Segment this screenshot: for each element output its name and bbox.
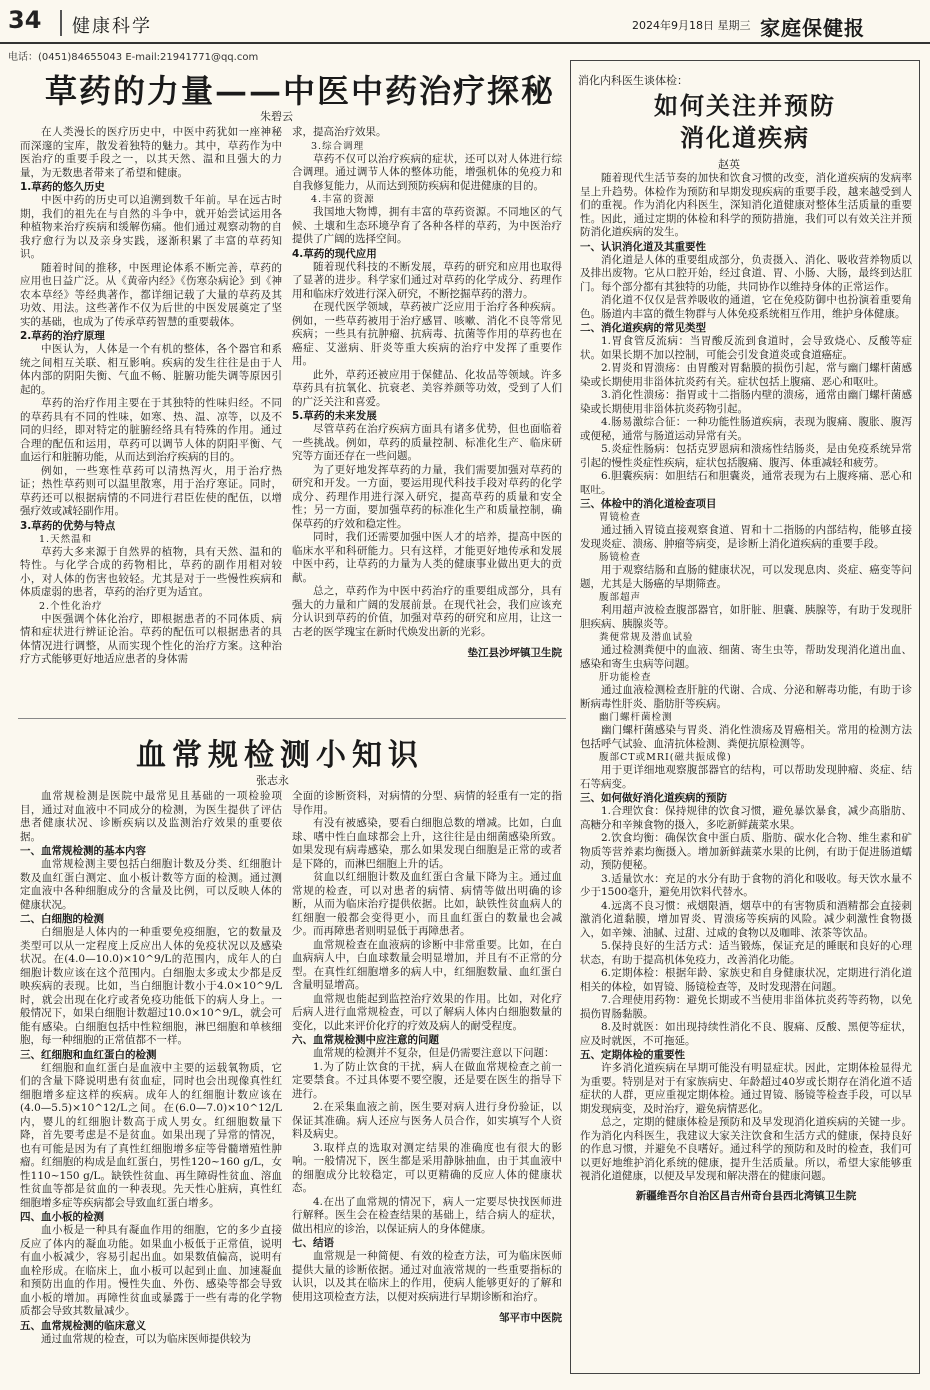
article-3-author: 赵英: [718, 158, 740, 171]
paragraph: 2.饮食均衡：确保饮食中蛋白质、脂肪、碳水化合物、维生素和矿物质等营养素均衡摄入。增加新鲜蔬菜水果的比例，有助于促进肠道蠕动，预防便秘。: [580, 832, 912, 871]
paragraph: 为了更好地发挥草药的力量，我们需要加强对草药的研究和开发。一方面，要运用现代科技手段对草药的化学成分、药理作用进行深入研究，提高草药的质量和安全性；另一方面，要加强草药的标准化生产和质量控制，确保草药的疗效和稳定性。: [292, 463, 562, 530]
article-3-title-line-2: 消化道疾病: [680, 123, 810, 152]
paragraph: 全面的诊断资料，对病情的分型、病情的轻重有一定的指导作用。: [292, 790, 562, 816]
paragraph: 通过血常规的检查，可以为临床医师提供较为: [41, 1332, 251, 1345]
article-2-column-1: [20, 790, 282, 1380]
paragraph: 在现代医学领域，草药被广泛应用于治疗各种疾病。例如，一些草药被用于治疗感冒、咳嗽、消化不良等常见疾病；一些具有抗肿瘤、抗病毒、抗菌等作用的草药也在癌症、艾滋病、肝炎等重大疾病的治疗中发挥了重要作用。: [292, 301, 562, 367]
paragraph: 例如，一些寒性草药可以清热泻火，用于治疗热证；热性草药则可以温里散寒，用于治疗寒证。同时，草药还可以根据病情的不同进行君臣佐使的配伍，以增强疗效或减轻副作用。: [20, 464, 282, 517]
paragraph: 消化道是人体的重要组成部分，负责摄入、消化、吸收营养物质以及排出废物。它从口腔开始，经过食道、胃、小肠、大肠，最终到达肛门。每个部分都有其独特的功能，共同协作以维持身体的正常运作。: [580, 253, 912, 293]
paragraph: 中医强调个体化治疗，即根据患者的不同体质、病情和症状进行辨证论治。草药的配伍可以根据患者的具体情况进行调整，从而实现个性化的治疗方案。这种治疗方式能够更好地适应患者的身体需: [20, 612, 282, 665]
author-affiliation: 邹平市中医院: [499, 1312, 562, 1324]
paragraph: 血常规也能起到监控治疗效果的作用。比如，对化疗后病人进行血常规检查，可以了解病人体内白细胞数量的变化，以此来评价化疗的疗效及病人的耐受程度。: [292, 992, 562, 1032]
section-heading: 4.草药的现代应用: [292, 247, 377, 260]
section-heading: 七、结语: [292, 1237, 334, 1249]
newspaper-name: 家庭保健报: [760, 16, 865, 40]
paragraph: 血常规是一种简便、有效的检查方法，可为临床医师提供大量的诊断依据。通过对血液常规的一些重要指标的认识，以及其在临床上的作用，使病人能够更好的了解和使用这项检查方法，以便对疾病进行早期诊断和治疗。: [292, 1250, 562, 1303]
author-affiliation: 新疆维吾尔自治区昌吉州奇台县西北湾镇卫生院: [635, 1189, 857, 1202]
section-heading: 5.草药的未来发展: [292, 410, 377, 422]
section-heading: 三、红细胞和血红蛋白的检测: [20, 1048, 157, 1061]
paragraph: 5.保持良好的生活方式：适当锻炼，保证充足的睡眠和良好的心理状态，有助于提高机体免疫力，改善消化功能。: [580, 940, 912, 966]
paragraph: 血常规检查在血液病的诊断中非常重要。比如，在白血病病人中，白血球数量会明显增加，并且有不正常的分型。在真性红细胞增多的病人中，红细胞数量、血红蛋白含量明显增高。: [292, 938, 562, 991]
paragraph: 草药的治疗作用主要在于其独特的性味归经。不同的草药具有不同的性味，如寒、热、温、凉等，以及不同的归经，即对特定的脏腑经络具有特殊的作用。通过合理的配伍和运用，草药可以调节人体的阴阳平衡、气血运行和脏腑功能，从而达到治疗疾病的目的。: [20, 397, 282, 463]
article-3-title-line-1: 如何关注并预防: [654, 91, 836, 120]
subheading: 1.天然温和: [39, 533, 93, 545]
section-heading: 1.草药的悠久历史: [20, 181, 105, 193]
paragraph: 贫血以红细胞计数及血红蛋白含量下降为主。通过血常规的检查，可以对患者的病情、病情等做出明确的诊断，从而为临床治疗提供依据。比如，缺铁性贫血病人的红细胞一般都会变得更小，而且血红蛋白的数量也会减少。而再障患者则明显低于再障患者。: [292, 871, 562, 937]
paragraph: 2.胃炎和胃溃疡：由胃酸对胃黏膜的损伤引起，常与幽门螺杆菌感染或长期使用非甾体抗炎药有关。症状包括上腹痛、恶心和呕吐。: [580, 362, 912, 388]
paragraph: 随着时间的推移，中医理论体系不断完善，草药的应用也日益广泛。从《黄帝内经》《伤寒杂病论》到《神农本草经》等经典著作，都详细记载了大量的草药及其功效、用法。这些著作不仅为后世的中医发展奠定了坚实的基础，也成为了传承草药智慧的重要载体。: [20, 261, 282, 328]
paragraph: 血常规检测主要包括白细胞计数及分类、红细胞计数及血红蛋白测定、血小板计数等方面的检测。通过测定血液中各种细胞成分的含量及比例，可以反映人体的健康状况。: [20, 858, 282, 911]
article-1-column-1: [20, 126, 282, 716]
section-heading: 六、血常规检测中应注意的问题: [292, 1034, 439, 1046]
subheading: 肝功能检查: [599, 672, 652, 683]
paragraph: 随着现代生活节奏的加快和饮食习惯的改变，消化道疾病的发病率呈上升趋势。体检作为预防和早期发现疾病的重要手段，越来越受到人们的重视。作为消化内科医生，深知消化道健康对整体生活质量的重要性。因此，通过定期的体检和科学的预防措施，我们可以有效关注并预防消化道疾病的发生。: [580, 172, 912, 238]
paragraph: 求，提高治疗效果。: [292, 126, 387, 138]
section-heading: 一、认识消化道及其重要性: [580, 240, 706, 253]
paragraph: 利用超声波检查腹部器官，如肝脏、胆囊、胰腺等，有助于发现肝胆疾病、胰腺炎等。: [580, 604, 912, 630]
paragraph: 总之，草药作为中医中药治疗的重要组成部分，具有强大的力量和广阔的发展前景。在现代社会，我们应该充分认识到草药的价值，加强对草药的研究和应用，让这一古老的医学瑰宝在新时代焕发出新的光彩。: [292, 585, 562, 638]
paragraph: 尽管草药在治疗疾病方面具有诸多优势，但也面临着一些挑战。例如，草药的质量控制、标准化生产、临床研究等方面还存在一些问题。: [292, 423, 562, 462]
paragraph: 有没有被感染，要看白细胞总数的增减。比如，白血球、嗜中性白血球都会上升，这往往是由细菌感染所致。如果发现有病毒感染，那么如果发现白细胞是正常的或者是下降的，而淋巴细胞上升的话。: [292, 817, 562, 870]
section-heading: 3.草药的优势与特点: [20, 519, 116, 532]
paragraph: 7.合理使用药物：避免长期或不当使用非甾体抗炎药等药物，以免损伤胃肠黏膜。: [580, 994, 912, 1020]
paragraph: 随着现代科技的不断发展，草药的研究和应用也取得了显著的进步。科学家们通过对草药的化学成分、药理作用和临床疗效进行深入研究，不断挖掘草药的潜力。: [292, 260, 562, 300]
paragraph: 中医中药的历史可以追溯到数千年前。早在远古时期，我们的祖先在与自然的斗争中，就开始尝试运用各种植物来治疗疾病和缓解伤痛。他们通过观察动物的自我疗愈行为以及亲身实践，逐渐积累了丰富的草药知识。: [20, 194, 282, 260]
subheading: 粪便常规及潜血试验: [599, 632, 694, 643]
subheading: 腹部CT或MRI(磁共振成像): [599, 752, 732, 763]
paragraph: 草药不仅可以治疗疾病的症状，还可以对人体进行综合调理。通过调节人体的整体功能，增强机体的免疫力和自我修复能力，从而达到预防疾病和促进健康的目的。: [292, 152, 562, 192]
paragraph: 通过检测粪便中的血液、细菌、寄生虫等，帮助发现消化道出血、感染和寄生虫病等问题。: [580, 644, 912, 670]
contact-line: 电话：(0451)84655043 E-mail:21941771@qq.com: [8, 52, 259, 63]
section-heading: 三、如何做好消化道疾病的预防: [580, 792, 727, 804]
paragraph: 3.适量饮水：充足的水分有助于食物的消化和吸收。每天饮水量不少于1500毫升，避免用饮料代替水。: [580, 872, 912, 898]
paragraph: 通过血液检测检查肝脏的代谢、合成、分泌和解毒功能，有助于诊断病毒性肝炎、脂肪肝等疾病。: [580, 684, 912, 710]
section-heading: 二、白细胞的检测: [20, 913, 104, 925]
paragraph: 许多消化道疾病在早期可能没有明显症状。因此，定期体检显得尤为重要。特别是对于有家族病史、年龄超过40岁或长期存在消化道不适症状的人群，更应重视定期体检。通过胃镜、肠镜等检查手段，可以早期发现病变，及时治疗，避免病情恶化。: [580, 1062, 912, 1115]
paragraph: 草药大多来源于自然界的植物，具有天然、温和的特性。与化学合成的药物相比，草药的副作用相对较小，对人体的伤害也较轻。尤其是对于一些慢性疾病和体质虚弱的患者，草药的治疗更为适宜。: [20, 545, 282, 598]
article-2-column-2: [292, 790, 562, 1380]
paragraph: 4.在出了血常规的情况下，病人一定要尽快找医师进行解释。医生会在检查结果的基础上，结合病人的症状，做出相应的诊治，以保证病人的身体健康。: [292, 1195, 562, 1235]
article-3-body: [580, 172, 912, 1368]
paragraph: 6.定期体检：根据年龄、家族史和自身健康状况，定期进行消化道相关的体检，如胃镜、肠镜检查等，及时发现潜在问题。: [580, 967, 912, 993]
paragraph: 消化道不仅仅是营养吸收的通道，它在免疫防御中也扮演着重要角色。肠道内丰富的微生物群与人体免疫系统相互作用，维护身体健康。: [580, 294, 912, 320]
section-heading: 五、血常规检测的临床意义: [20, 1319, 146, 1332]
paragraph: 用于观察结肠和直肠的健康状况，可以发现息肉、炎症、癌变等问题，尤其是大肠癌的早期筛查。: [580, 564, 912, 590]
article-1-title: 草药的力量——中医中药治疗探秘: [44, 72, 555, 110]
subheading: 幽门螺杆菌检测: [599, 712, 673, 723]
subheading: 胃镜检查: [599, 512, 642, 523]
paragraph: 1.胃食管反流病：当胃酸反流到食道时，会导致烧心、反酸等症状。如果长期不加以控制，可能会引发食道炎或食道癌症。: [580, 335, 912, 361]
paragraph: 此外，草药还被应用于保健品、化妆品等领域。许多草药具有抗氧化、抗衰老、美容养颜等功效，受到了人们的广泛关注和喜爱。: [292, 368, 562, 408]
paragraph: 血常规检测是医院中最常见且基础的一项检验项目，通过对血液中不同成分的检测，为医生提供了评估患者健康状况、诊断疾病以及监测治疗效果的重要依据。: [20, 790, 282, 843]
paragraph: 血小板是一种具有凝血作用的细胞，它的多少直接反应了体内的凝血功能。如果血小板低于正常值，说明有血小板减少，容易引起出血。如果数值偏高，说明有血栓形成。在临床上，血小板可以起到止血、加速凝血和预防出血的作用。慢性失血、外伤、感染等都会导致血小板的增加。再障性贫血或暴露于一些有毒的化学物质都会导致其数量减少。: [20, 1224, 282, 1317]
author-affiliation: 垫江县沙坪镇卫生院: [467, 647, 562, 659]
paragraph: 4.肠易激综合征：一种功能性肠道疾病，表现为腹痛、腹胀、腹泻或便秘，通常与肠道运动异常有关。: [580, 416, 912, 442]
article-1-column-2: [292, 126, 562, 716]
paragraph: 我国地大物博，拥有丰富的草药资源。不同地区的气候、土壤和生态环境孕育了各种各样的草药，为中医治疗提供了广阔的选择空间。: [292, 206, 562, 245]
issue-date: 2024年9月18日 星期三: [632, 19, 751, 32]
page-number: 34: [8, 6, 42, 34]
paragraph: 红细胞和血红蛋白是血液中主要的运载氧物质，它们的含量下降说明患有贫血症，同时也会出现像真性红细胞增多症这样的疾病。成年人的红细胞计数应该在(4.0—5.5)×10^12/L之间。在(6.0—7.0)×10^12/L内，婴儿的红细胞计数高于成人男女。红细胞数量下降，首先要考虑是不是贫血。如果出现了异常的情况，也有可能是因为有了真性红细胞增多症等骨髓增殖性肿瘤。红细胞的构成是血红蛋白，男性120~160 g/L，女性110~150 g/L。缺铁性贫血、再生障碍性贫血、溶血性贫血等都是贫血的一种表现。先天性心脏病，真性红细胞增多症等疾病都会导致血红蛋白增多。: [20, 1061, 282, 1209]
article-2-title: 血常规检测小知识: [136, 738, 424, 773]
subheading: 2.个性化治疗: [39, 600, 103, 612]
paragraph: 1.为了防止饮食的干扰，病人在做血常规检查之前一定要禁食。不过具体要不要空腹，还是要在医生的指导下进行。: [292, 1060, 562, 1100]
paragraph: 在人类漫长的医疗历史中，中医中药犹如一座神秘而深邃的宝库，散发着独特的魅力。其中，草药作为中医治疗的重要手段之一，以其天然、温和且强大的力量，为无数患者带来了希望和健康。: [20, 126, 282, 179]
page-header: [0, 0, 930, 44]
section-title: 健康科学: [72, 16, 152, 37]
subheading: 肠镜检查: [599, 552, 642, 563]
article-1-author: 朱碧云: [260, 110, 293, 123]
section-heading: 一、血常规检测的基本内容: [20, 845, 146, 857]
paragraph: 通过插入胃镜直接观察食道、胃和十二指肠的内部结构，能够直接发现炎症、溃疡、肿瘤等病变，是诊断上消化道疾病的重要手段。: [580, 524, 912, 550]
section-heading: 四、血小板的检测: [20, 1211, 104, 1223]
subheading: 3.综合调理: [311, 140, 365, 152]
paragraph: 用于更详细地观察腹部器官的结构，可以帮助发现肿瘤、炎症、结石等病变。: [580, 764, 912, 790]
paragraph: 5.炎症性肠病：包括克罗恩病和溃疡性结肠炎，是由免疫系统异常引起的慢性炎症性疾病，症状包括腹痛、腹泻、体重减轻和疲劳。: [580, 443, 912, 469]
paragraph: 8.及时就医：如出现持续性消化不良、腹痛、反酸、黑便等症状，应及时就医，不可拖延。: [580, 1021, 912, 1047]
section-heading: 五、定期体检的重要性: [580, 1049, 685, 1061]
paragraph: 白细胞是人体内的一种重要免疫细胞，它的数量及类型可以从一定程度上反应出人体的免疫状况以及感染状况。在(4.0—10.0)×10^9/L的范围内，成年人的白细胞计数应该在这个范围内。白细胞太多或太少都是反映疾病的表现。比如，当白细胞计数小于4.0×10^9/L时，就会出现在化疗或者免疫功能低下的病人身上。一般情况下，如果白细胞计数超过10.0×10^9/L，就会可能有感染。白细胞包括中性粒细胞，淋巴细胞和单核细胞，每一种细胞的正常值都不一样。: [20, 926, 282, 1046]
section-heading: 二、消化道疾病的常见类型: [580, 322, 706, 334]
header-divider: [60, 10, 62, 36]
article-2-author: 张志永: [256, 774, 289, 787]
subheading: 4.丰富的资源: [311, 194, 375, 205]
paragraph: 4.远离不良习惯：戒烟限酒，烟草中的有害物质和酒精都会直接刺激消化道黏膜，增加胃炎、胃溃疡等疾病的风险。减少刺激性食物摄入，如辛辣、油腻、过甜、过咸的食物以及咖啡、浓茶等饮品。: [580, 899, 912, 939]
article-3-title: [590, 90, 900, 154]
paragraph: 3.取样点的选取对测定结果的准确度也有很大的影响。一般情况下，医生都是采用静脉抽血，由于其血液中的细胞成分比较稳定，可以更精确的反应人体的健康状态。: [292, 1141, 562, 1194]
article-3-kicker: 消化内科医生谈体检：: [578, 74, 688, 87]
paragraph: 中医认为，人体是一个有机的整体，各个器官和系统之间相互关联、相互影响。疾病的发生往往是由于人体内部的阴阳失衡、气血不畅、脏腑功能失调等原因引起的。: [20, 343, 282, 396]
paragraph: 1.合理饮食：保持规律的饮食习惯，避免暴饮暴食，减少高脂肪、高糖分和辛辣食物的摄入，多吃新鲜蔬菜水果。: [580, 805, 912, 831]
section-heading: 三、体检中的消化道检查项目: [580, 498, 717, 510]
paragraph: 2.在采集血液之前，医生要对病人进行身份验证，以保证其准确。病人还应与医务人员合作，如实填写个人资料及病史。: [292, 1101, 562, 1140]
paragraph: 幽门螺杆菌感染与胃炎、消化性溃疡及胃癌相关。常用的检测方法包括呼气试验、血清抗体检测、粪便抗原检测等。: [580, 724, 912, 750]
paragraph: 3.消化性溃疡：指胃或十二指肠内壁的溃疡，通常由幽门螺杆菌感染或长期使用非甾体抗炎药物引起。: [580, 389, 912, 415]
paragraph: 6.胆囊疾病：如胆结石和胆囊炎，通常表现为右上腹疼痛、恶心和呕吐。: [580, 470, 912, 496]
paragraph: 同时，我们还需要加强中医人才的培养，提高中医的临床水平和科研能力。只有这样，才能更好地传承和发展中医中药，让草药的力量为人类的健康事业做出更大的贡献。: [292, 531, 562, 584]
article-divider: [18, 718, 566, 719]
section-heading: 2.草药的治疗原理: [20, 330, 105, 342]
paragraph: 总之，定期的健康体检是预防和及早发现消化道疾病的关键一步。作为消化内科医生，我建议大家关注饮食和生活方式的健康，保持良好的作息习惯，并避免不良嗜好。通过科学的预防和及时的检查，我们可以更好地维护消化系统的健康，提升生活质量。所以，希望大家能够重视消化道健康，以便及早发现和解决潜在的健康问题。: [580, 1116, 912, 1182]
paragraph: 血常规的检测并不复杂，但是仍需要注意以下问题：: [313, 1047, 555, 1059]
subheading: 腹部超声: [599, 592, 642, 603]
